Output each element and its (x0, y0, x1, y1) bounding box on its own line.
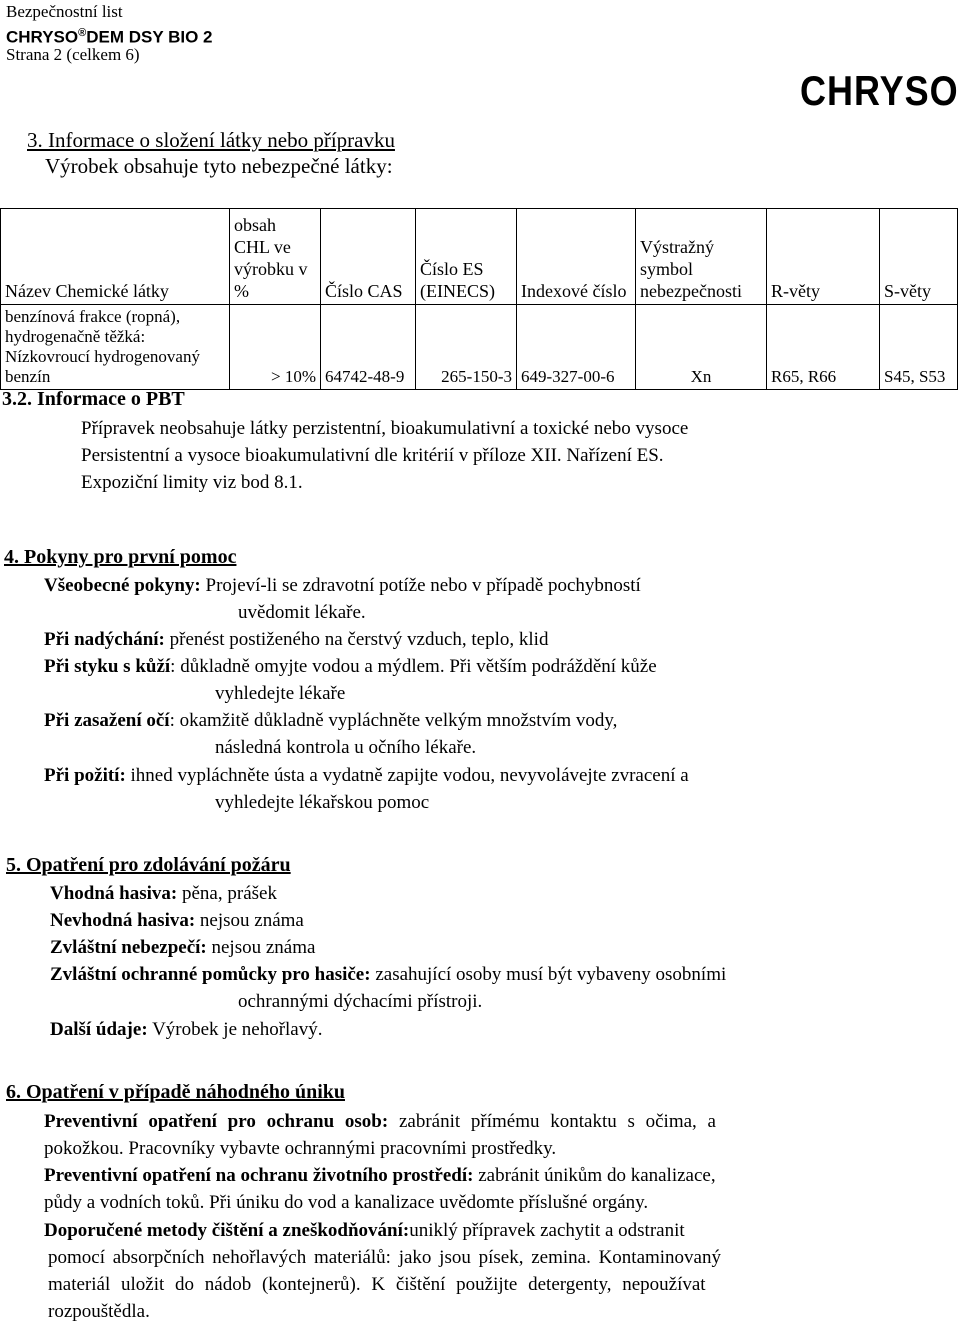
pbt-title: 3.2. Informace o PBT (2, 388, 185, 410)
skin-contact-cont: vyhledejte lékaře (215, 683, 346, 704)
cell-s: S45, S53 (880, 305, 958, 390)
eye-contact: Při zasažení očí: okamžitě důkladně vypláchněte velkým množstvím vody, (44, 710, 618, 731)
pbt-line-3: Expoziční limity viz bod 8.1. (81, 472, 303, 493)
cleanup-methods-line-2: pomocí absorpčních nehořlavých materiálů: jako jsou písek, zemina. Kontaminovaný (48, 1247, 721, 1268)
environmental-precautions: Preventivní opatření na ochranu životního prostředí: zabránit únikům do kanalizace, (44, 1165, 716, 1186)
eye-contact-cont: následná kontrola u očního lékaře. (215, 737, 477, 758)
general-advice: Všeobecné pokyny: Projeví-li se zdravotní potíže nebo v případě pochybností (44, 575, 641, 596)
section-6-title: 6. Opatření v případě náhodného úniku (6, 1081, 345, 1103)
col-header-symbol: Výstražný symbol nebezpečnosti (636, 209, 767, 305)
unsuitable-extinguishers: Nevhodná hasiva: nejsou známa (50, 910, 304, 931)
cell-name: benzínová frakce (ropná), hydrogenačně těžká: Nízkovroucí hydrogenovaný benzín (1, 305, 230, 390)
page-number: Strana 2 (celkem 6) (6, 45, 140, 64)
document-type: Bezpečnostní list (6, 2, 123, 21)
general-advice-cont: uvědomit lékaře. (238, 602, 366, 623)
section-5-title: 5. Opatření pro zdolávání požáru (6, 854, 291, 876)
cell-cas: 64742-48-9 (321, 305, 416, 390)
col-header-index: Indexové číslo (517, 209, 636, 305)
pbt-line-1: Přípravek neobsahuje látky perzistentní, bioakumulativní a toxické nebo vysoce (81, 418, 689, 439)
cell-symbol: Xn (636, 305, 767, 390)
col-header-s: S-věty (880, 209, 958, 305)
protective-equipment-cont: ochrannými dýchacími přístroji. (238, 991, 483, 1012)
skin-contact: Při styku s kůží: důkladně omyjte vodou a mýdlem. Při větším podráždění kůže (44, 656, 657, 677)
col-header-name: Název Chemické látky (1, 209, 230, 305)
cell-r: R65, R66 (767, 305, 880, 390)
ingestion: Při požití: ihned vypláchněte ústa a vydatně zapijte vodou, nevyvolávejte zvracení a (44, 765, 689, 786)
col-header-es: Číslo ES (EINECS) (416, 209, 517, 305)
product-name: CHRYSO®DEM DSY BIO 2 (6, 27, 213, 47)
col-header-content: obsah CHL ve výrobku v % (230, 209, 321, 305)
chryso-logo: CHRYSO (800, 66, 959, 114)
personal-precautions-cont: pokožkou. Pracovníky vybavte ochrannými pracovními prostředky. (44, 1138, 557, 1159)
protective-equipment: Zvláštní ochranné pomůcky pro hasiče: zasahující osoby musí být vybaveny osobními (50, 964, 727, 985)
cleanup-methods-line-3: materiál uložit do nádob (kontejnerů). K čištění použijte detergenty, nepoužívat (48, 1274, 706, 1295)
col-header-cas: Číslo CAS (321, 209, 416, 305)
pbt-line-2: Persistentní a vysoce bioakumulativní dle kritérií v příloze XII. Nařízení ES. (81, 445, 664, 466)
section-3-subtitle: Výrobek obsahuje tyto nebezpečné látky: (45, 154, 393, 178)
special-hazards: Zvláštní nebezpečí: nejsou známa (50, 937, 316, 958)
cell-es: 265-150-3 (416, 305, 517, 390)
ingestion-cont: vyhledejte lékařskou pomoc (215, 792, 430, 813)
section-3-title: 3. Informace o složení látky nebo přípravku (27, 128, 395, 152)
cell-index: 649-327-00-6 (517, 305, 636, 390)
cell-content: > 10% (230, 305, 321, 390)
suitable-extinguishers: Vhodná hasiva: pěna, prášek (50, 883, 277, 904)
cleanup-methods-line-4: rozpouštědla. (48, 1301, 150, 1322)
section-4-title: 4. Pokyny pro první pomoc (4, 546, 237, 568)
table-row (1, 305, 958, 390)
personal-precautions: Preventivní opatření pro ochranu osob: zabránit přímému kontaktu s očima, a (44, 1111, 716, 1132)
cleanup-methods: Doporučené metody čištění a zneškodňování:uniklý přípravek zachytit a odstranit (44, 1220, 685, 1241)
table-header-row (1, 209, 958, 305)
inhalation: Při nadýchání: přenést postiženého na čerstvý vzduch, teplo, klid (44, 629, 549, 650)
col-header-r: R-věty (767, 209, 880, 305)
composition-table (0, 208, 958, 390)
environmental-precautions-cont: půdy a vodních toků. Při úniku do vod a kanalizace uvědomte příslušné orgány. (44, 1192, 649, 1213)
other-info: Další údaje: Výrobek je nehořlavý. (50, 1019, 323, 1040)
